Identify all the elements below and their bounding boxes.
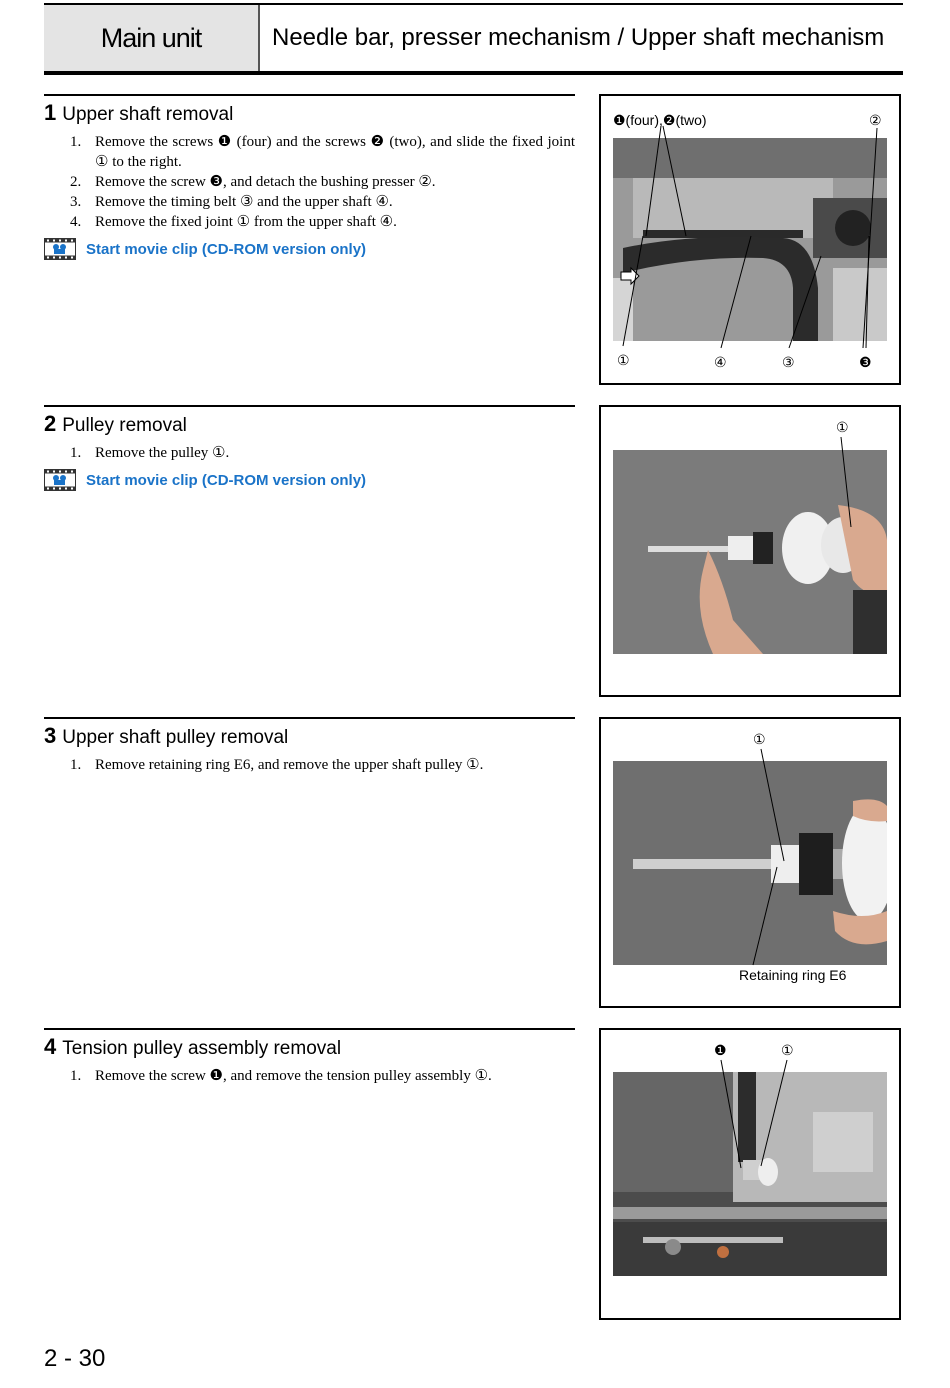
film-icon xyxy=(44,469,76,491)
callout-lines xyxy=(601,407,899,695)
section-title: 2 Pulley removal xyxy=(44,411,187,436)
list-item: 4. Remove the fixed joint ① from the upper shaft ④. xyxy=(70,214,397,230)
callout-lines xyxy=(601,719,899,1006)
section-upper-shaft-removal xyxy=(44,94,575,260)
movie-link-text[interactable]: Start movie clip (CD-ROM version only) xyxy=(86,471,367,489)
figure-label: ① xyxy=(753,731,766,747)
list-item: 1. Remove the screw ❶, and remove the tension pulley assembly ①. xyxy=(70,1068,492,1084)
movie-link-text[interactable]: Start movie clip (CD-ROM version only) xyxy=(86,240,367,258)
section-title: 1 Upper shaft removal xyxy=(44,100,234,125)
step-list xyxy=(44,755,575,775)
step-list xyxy=(44,1066,575,1086)
figure-label: ❸ xyxy=(859,354,872,370)
list-item: 2. Remove the screw ❸, and detach the bushing presser ②. xyxy=(70,174,436,190)
list-item: 1. Remove the pulley ①. xyxy=(70,445,230,461)
page-header xyxy=(44,3,903,75)
film-icon xyxy=(44,238,76,260)
figure-pulley xyxy=(599,405,901,697)
figure-label: ③ xyxy=(782,354,795,370)
section-upper-shaft-pulley-removal xyxy=(44,717,575,775)
figure-label: ④ xyxy=(714,354,727,370)
figure-upper-shaft xyxy=(599,94,901,385)
figure-label: ① xyxy=(836,419,849,435)
figure-label: ❶ xyxy=(714,1042,727,1058)
callout-lines xyxy=(601,1030,899,1318)
list-item: 1. Remove retaining ring E6, and remove the upper shaft pulley ①. xyxy=(70,757,484,773)
callout-lines xyxy=(601,96,899,383)
movie-link[interactable] xyxy=(44,238,575,260)
section-tension-pulley-removal xyxy=(44,1028,575,1086)
list-item: 1. Remove the screws ❶ (four) and the screws ❷ (two), and slide the fixed joint ① to the right. xyxy=(70,134,575,170)
unit-title: Main unit xyxy=(44,5,260,71)
figure-label: ② xyxy=(869,112,882,128)
step-list xyxy=(44,132,575,232)
list-item: 3. Remove the timing belt ③ and the upper shaft ④. xyxy=(70,194,393,210)
figure-label: ① xyxy=(617,352,630,368)
step-list xyxy=(44,443,575,463)
figure-tension-pulley xyxy=(599,1028,901,1320)
figure-label: ❶(four),❷(two) xyxy=(613,112,707,128)
figure-label: ① xyxy=(781,1042,794,1058)
movie-link[interactable] xyxy=(44,469,575,491)
figure-upper-shaft-pulley xyxy=(599,717,901,1008)
figure-caption: Retaining ring E6 xyxy=(739,967,847,983)
page-title: Needle bar, presser mechanism / Upper shaft mechanism xyxy=(272,24,885,51)
page-number: 2 - 30 xyxy=(44,1345,106,1372)
section-title: 4 Tension pulley assembly removal xyxy=(44,1034,342,1059)
section-pulley-removal xyxy=(44,405,575,491)
section-title: 3 Upper shaft pulley removal xyxy=(44,723,289,748)
